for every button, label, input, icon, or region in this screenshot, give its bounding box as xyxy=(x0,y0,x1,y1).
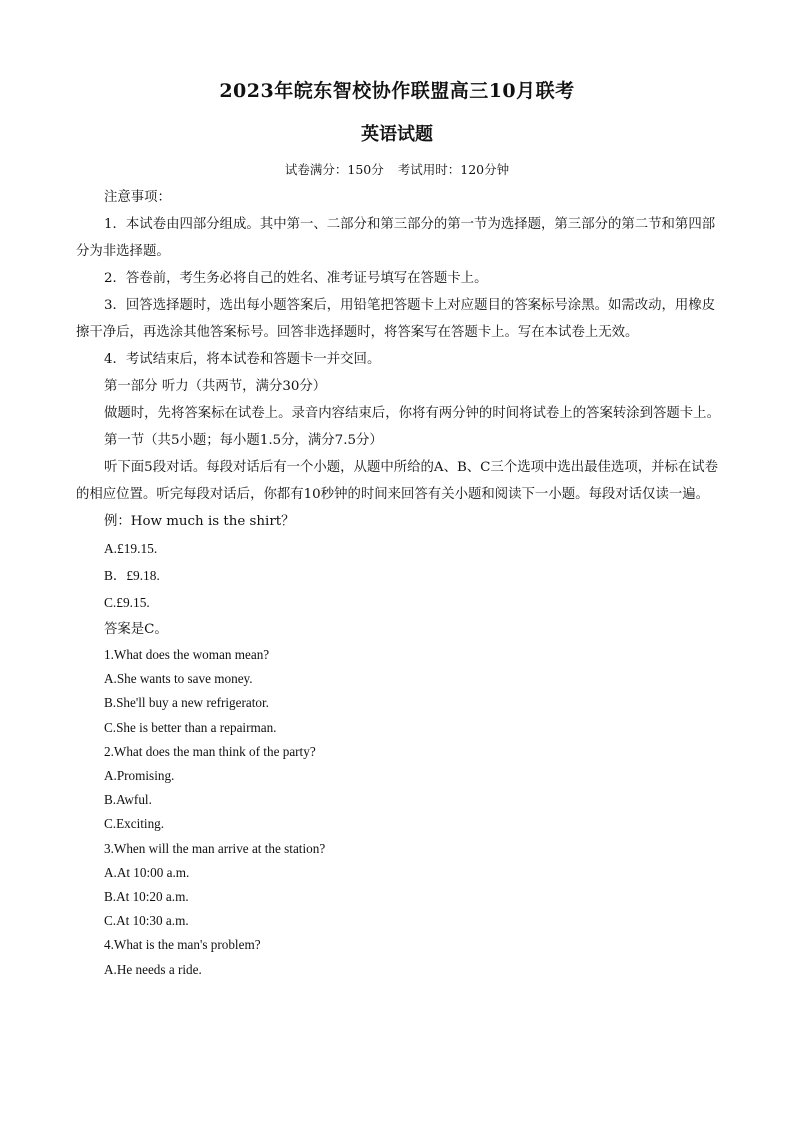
note-item: 2．答卷前，考生务必将自己的姓名、准考证号填写在答题卡上。 xyxy=(104,271,488,286)
note-item: 3．回答选择题时，选出每小题答案后，用铅笔把答题卡上对应题目的答案标号涂黑。如需改动，用橡皮擦干净后，再选涂其他答案标号。回答非选择题时，将答案写在答题卡上。写在本试卷上无效。 xyxy=(76,298,716,340)
question-3-option-a: A.At 10:00 a.m. xyxy=(104,864,190,880)
exam-subject: 英语试题 xyxy=(361,124,433,145)
question-2-option-a: A.Promising. xyxy=(104,768,175,784)
note-item: 1．本试卷由四部分组成。其中第一、二部分和第三部分的第一节为选择题，第三部分的第二节和第四部分为非选择题。 xyxy=(76,217,716,259)
full-score: 试卷满分：150分 xyxy=(284,162,384,177)
question-1-option-c: C.She is better than a repairman. xyxy=(104,719,277,735)
exam-body xyxy=(76,184,722,982)
exam-title: 2023年皖东智校协作联盟高三10月联考 xyxy=(219,80,575,102)
question-4: 4.What is the man's problem? xyxy=(104,937,261,953)
notes-heading: 注意事项： xyxy=(104,190,171,205)
question-2-option-c: C.Exciting. xyxy=(104,816,165,832)
question-2: 2.What does the man think of the party? xyxy=(104,743,316,759)
question-1: 1.What does the woman mean? xyxy=(104,647,270,662)
part1-instruction: 做题时，先将答案标在试卷上。录音内容结束后，你将有两分钟的时间将试卷上的答案转涂到答题卡上。 xyxy=(104,406,720,421)
section1-heading: 第一节（共5小题；每小题1.5分，满分7.5分） xyxy=(104,433,383,448)
question-3-option-c: C.At 10:30 a.m. xyxy=(104,913,189,929)
question-1-option-a: A.She wants to save money. xyxy=(104,671,253,687)
example-option-b: B．£9.18. xyxy=(104,568,160,583)
part1-heading: 第一部分 听力（共两节，满分30分） xyxy=(104,379,327,394)
note-item: 4．考试结束后，将本试卷和答题卡一并交回。 xyxy=(104,352,381,367)
exam-duration: 考试用时：120分钟 xyxy=(397,162,510,177)
question-3: 3.When will the man arrive at the station? xyxy=(104,840,326,856)
question-4-option-a: A.He needs a ride. xyxy=(104,961,202,977)
section1-instruction: 听下面5段对话。每段对话后有一个小题，从题中所给的A、B、C三个选项中选出最佳选项，并标在试卷的相应位置。听完每段对话后，你都有10秒钟的时间来回答有关小题和阅读下一小题。每段对话仅读一遍。 xyxy=(76,460,719,502)
question-3-option-b: B.At 10:20 a.m. xyxy=(104,889,189,905)
example-question: 例：How much is the shirt？ xyxy=(104,514,295,529)
question-2-option-b: B.Awful. xyxy=(104,792,152,808)
example-option-a: A.£19.15. xyxy=(104,541,158,556)
example-option-c: C.£9.15. xyxy=(104,595,150,610)
exam-meta xyxy=(0,160,794,178)
example-answer: 答案是C。 xyxy=(104,622,168,637)
question-1-option-b: B.She'll buy a new refrigerator. xyxy=(104,695,269,711)
